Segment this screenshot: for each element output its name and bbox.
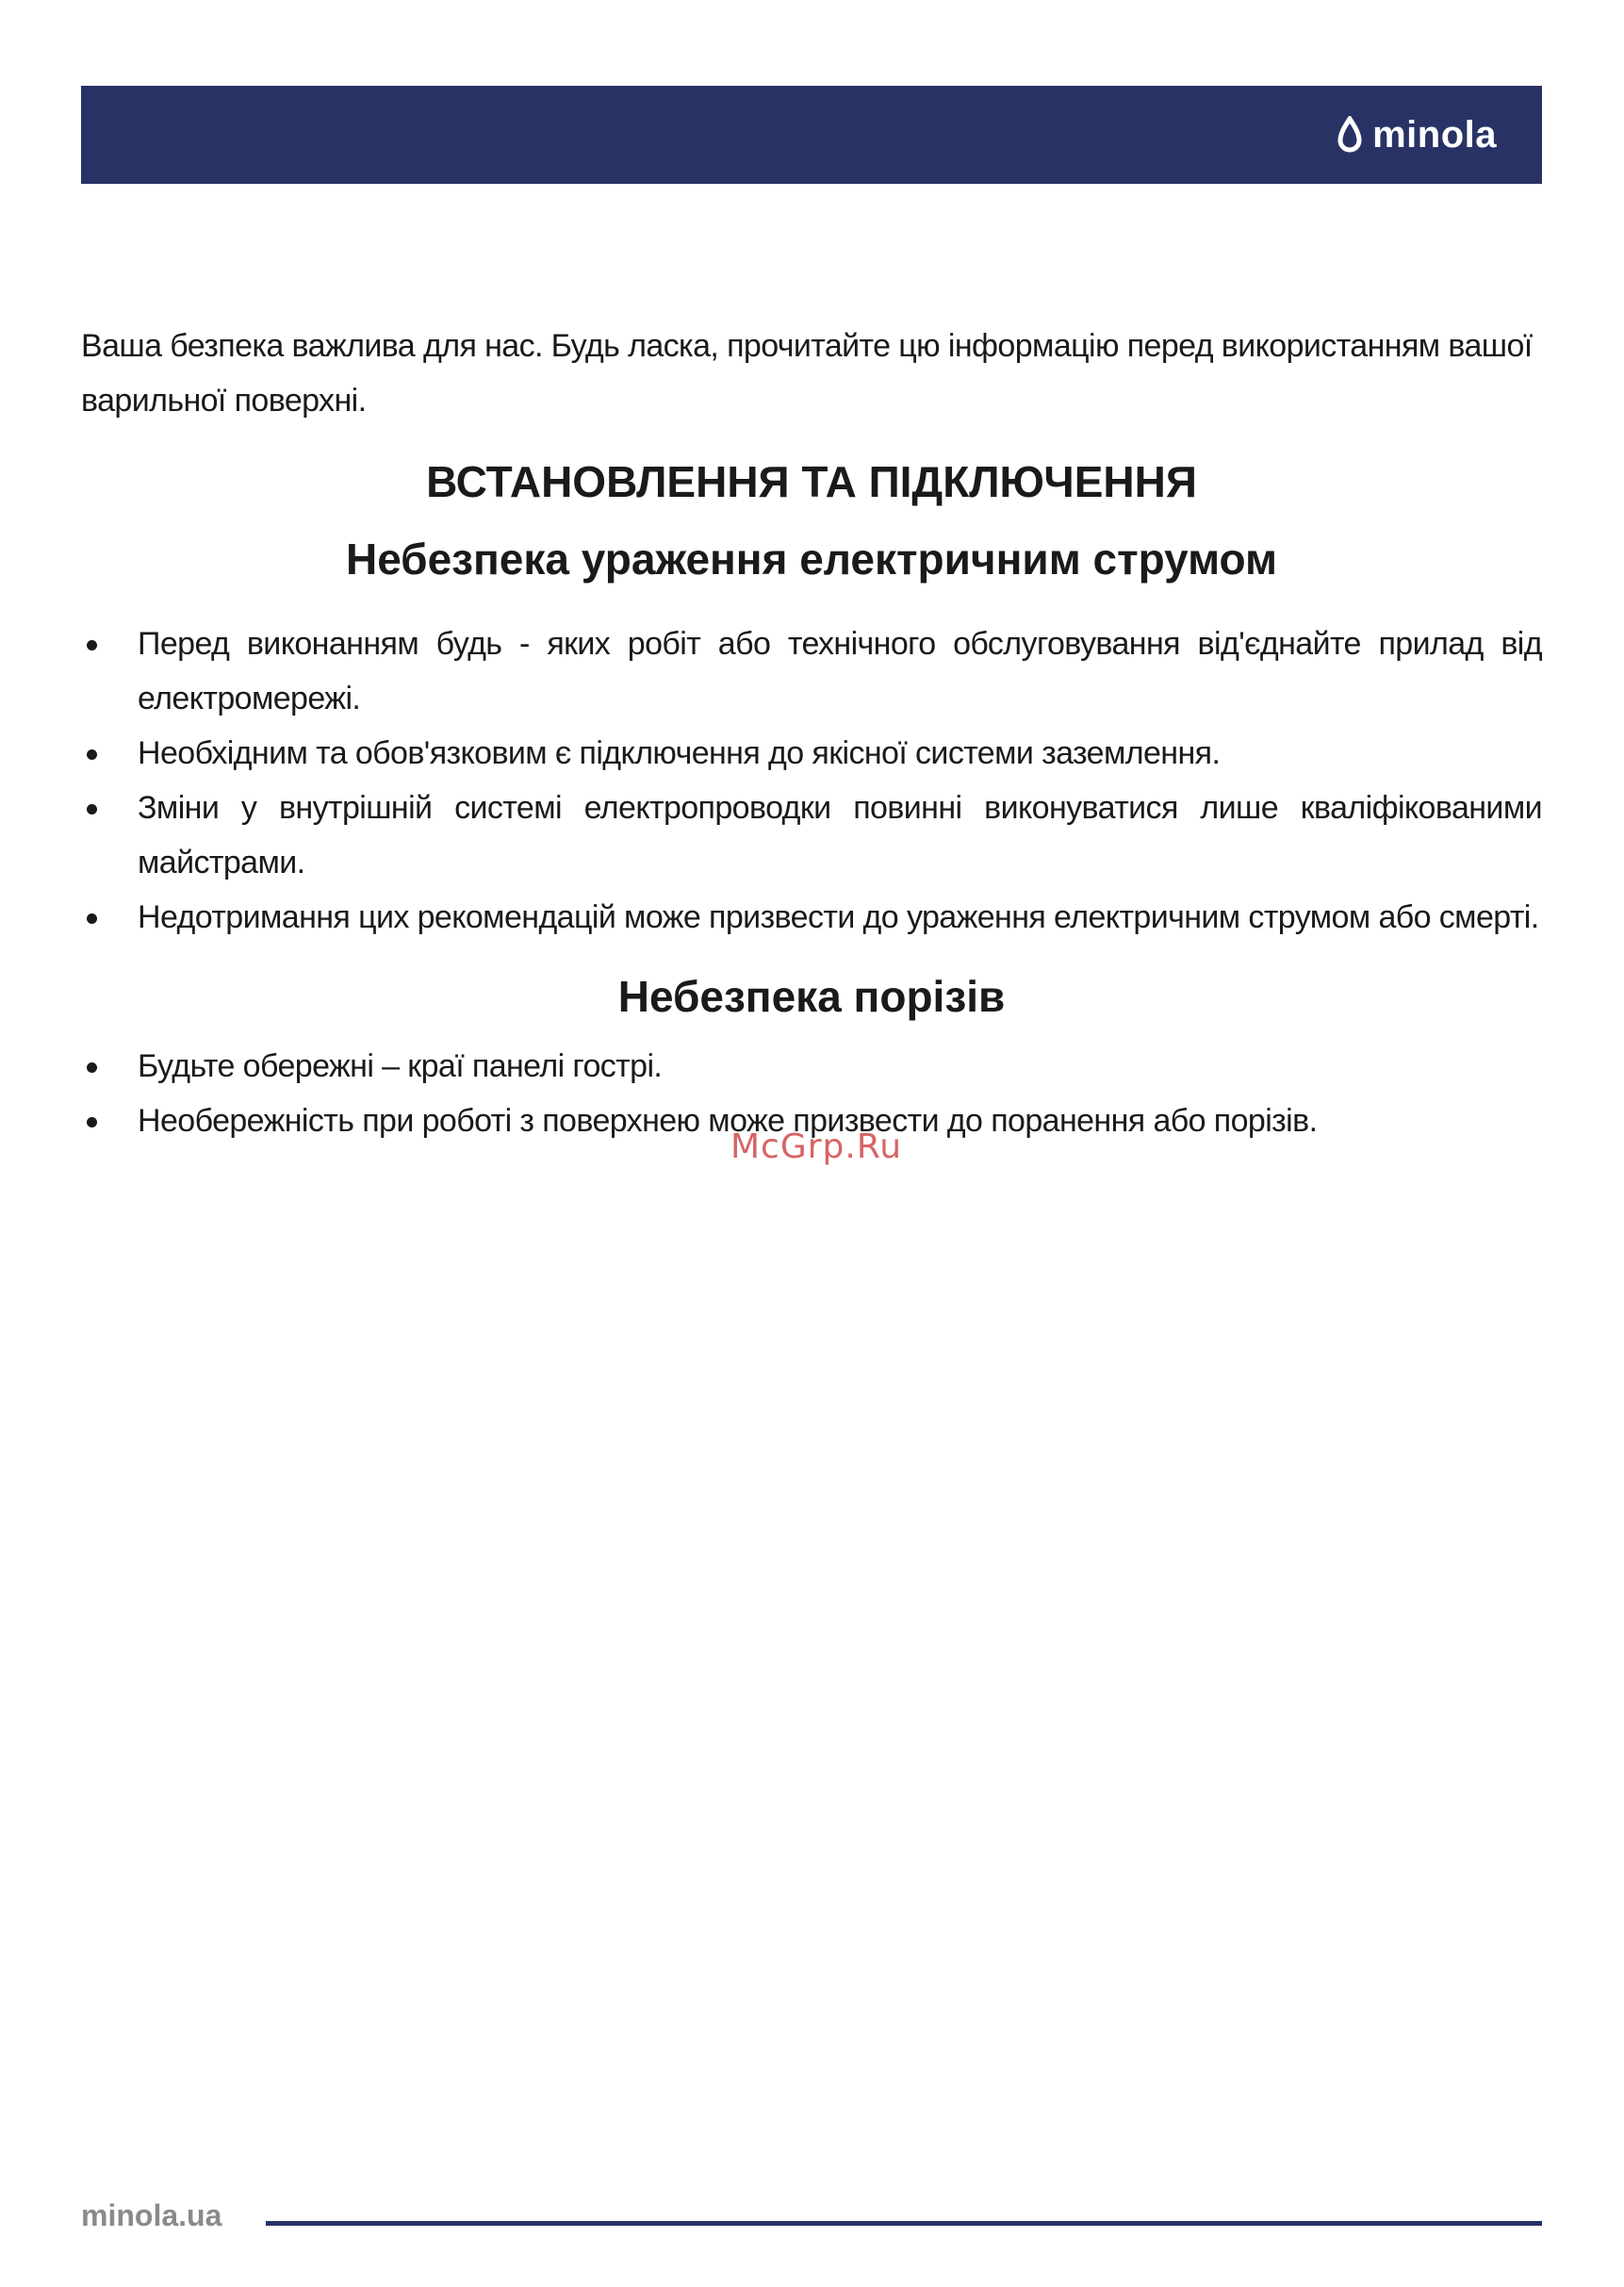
intro-text: Ваша безпека важлива для нас. Будь ласка, прочитайте цю інформацію перед використанням вашої варильної поверхні. [81,328,1533,419]
list-item: Перед виконанням будь - яких робіт або технічного обслуговування від'єднайте прилад від електромережі. [81,617,1542,726]
electric-hazard-list [81,617,1542,945]
brand-name: minola [1372,113,1497,156]
list-item: Необхідним та обов'язковим є підключення до якісної системи заземлення. [81,726,1542,781]
section-subtitle: Небезпека ураження електричним струмом [345,535,1278,584]
section-title: ВСТАНОВЛЕННЯ ТА ПІДКЛЮЧЕННЯ [426,457,1197,506]
brand-logo [1337,114,1497,156]
footer-site[interactable]: minola.ua [81,2198,222,2232]
list-item: Необережність при роботі з поверхнею може призвести до поранення або порізів. [81,1094,1542,1148]
watermark: McGrp.Ru [730,1127,903,1166]
header-bar [81,86,1542,184]
list-item: Зміни у внутрішній системі електропроводки повинні виконуватися лише кваліфікованими майстрами. [81,781,1542,890]
footer-divider [266,2221,1542,2226]
list-item: Недотримання цих рекомендацій може призвести до ураження електричним струмом або смерті. [81,890,1542,945]
drop-icon [1337,116,1363,154]
list-item: Будьте обережні – краї панелі гострі. [81,1039,1542,1094]
cuts-title: Небезпека порізів [617,972,1006,1021]
page-content [81,319,1542,1148]
